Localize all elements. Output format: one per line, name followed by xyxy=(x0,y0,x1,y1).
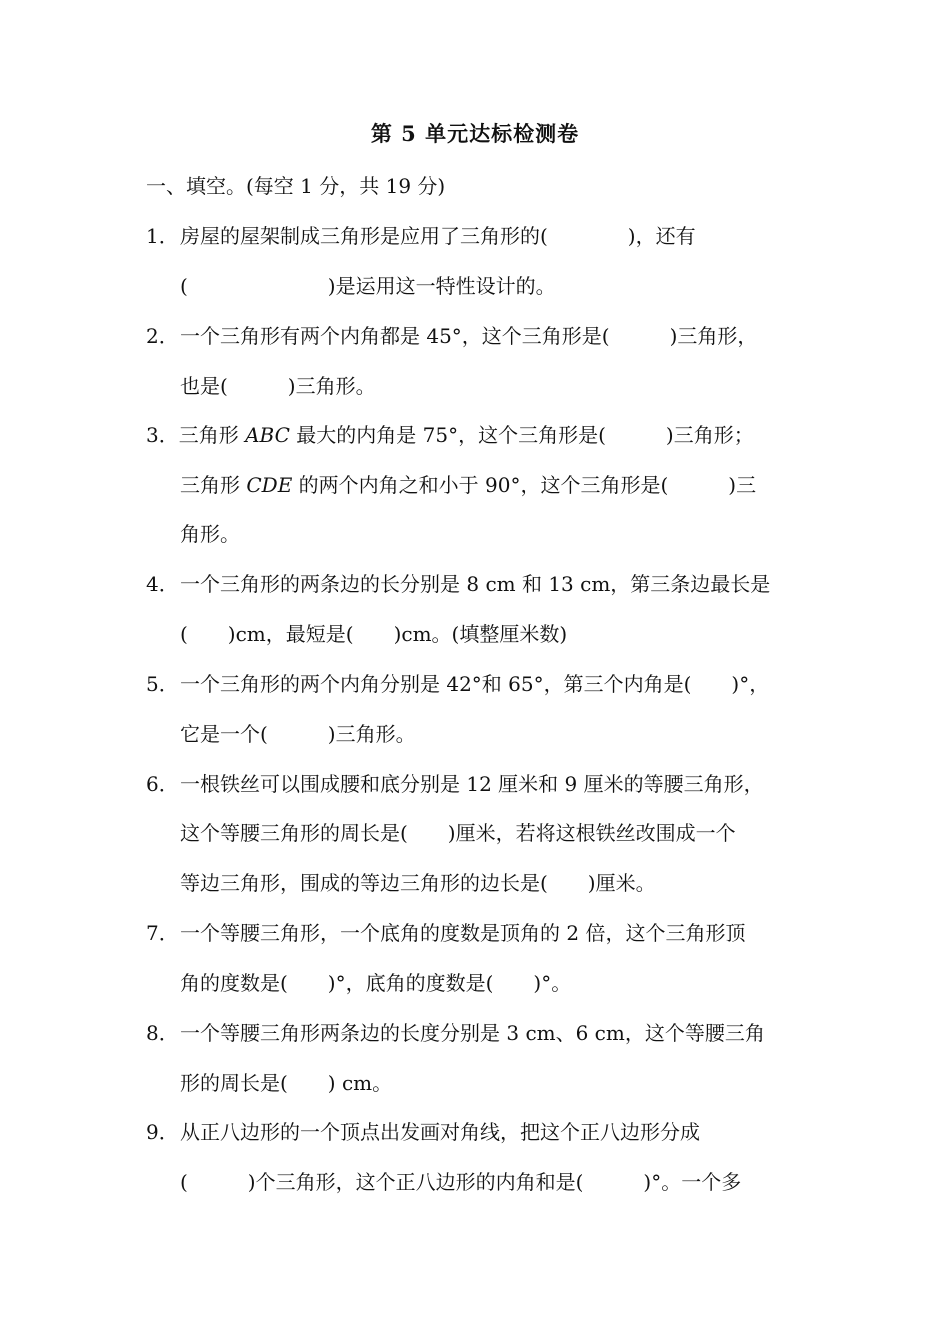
question-1-line-2: ( )是运用这一特性设计的。 xyxy=(180,274,556,298)
question-7-line-2: 角的度数是( )°，底角的度数是( )°。 xyxy=(180,971,572,995)
question-text: 一个三角形有两个内角都是 45°，这个三角形是( )三角形， xyxy=(180,324,758,348)
question-8-line-1 xyxy=(146,1018,765,1048)
question-3-line-3: 角形。 xyxy=(180,522,240,546)
question-8-line-2: 形的周长是( ) cm。 xyxy=(180,1071,393,1095)
question-text: 从正八边形的一个顶点出发画对角线，把这个正八边形分成 xyxy=(180,1120,700,1144)
question-3-line-2: 三角形 CDE 的两个内角之和小于 90°，这个三角形是( )三 xyxy=(180,473,757,497)
question-number: 5． xyxy=(146,672,179,696)
question-6-line-1 xyxy=(146,769,764,799)
question-1-line-1 xyxy=(146,221,696,251)
question-9-line-2: ( )个三角形，这个正八边形的内角和是( )°。一个多 xyxy=(180,1170,742,1194)
question-text: 一个三角形的两个内角分别是 42°和 65°，第三个内角是( )°， xyxy=(180,672,770,696)
question-5-line-1 xyxy=(146,669,769,699)
triangle-name: CDE xyxy=(246,473,293,497)
question-7-line-1 xyxy=(146,918,745,948)
question-5-line-2: 它是一个( )三角形。 xyxy=(180,722,416,746)
question-text: 一根铁丝可以围成腰和底分别是 12 厘米和 9 厘米的等腰三角形， xyxy=(180,772,764,796)
question-number: 6． xyxy=(146,772,179,796)
question-text: 一个三角形的两条边的长分别是 8 cm 和 13 cm，第三条边最长是 xyxy=(180,572,771,596)
question-number: 4． xyxy=(146,572,179,596)
question-3-line-1: 3．三角形 ABC 最大的内角是 75°，这个三角形是( )三角形； xyxy=(146,423,754,447)
question-2-line-1 xyxy=(146,321,757,351)
question-text: 一个等腰三角形两条边的长度分别是 3 cm、6 cm，这个等腰三角 xyxy=(180,1021,765,1045)
question-text: 房屋的屋架制成三角形是应用了三角形的( )，还有 xyxy=(180,224,696,248)
question-4-line-2: ( )cm，最短是( )cm。(填整厘米数) xyxy=(180,622,568,646)
question-text: 一个等腰三角形，一个底角的度数是顶角的 2 倍，这个三角形顶 xyxy=(180,921,746,945)
question-number: 8． xyxy=(146,1021,179,1045)
question-number: 1． xyxy=(146,224,179,248)
triangle-name: ABC xyxy=(245,423,290,447)
exam-title: 第 5 单元达标检测卷 xyxy=(370,121,580,146)
question-number: 2． xyxy=(146,324,179,348)
question-number: 9． xyxy=(146,1120,179,1144)
question-number: 7． xyxy=(146,921,179,945)
question-6-line-2: 这个等腰三角形的周长是( )厘米，若将这根铁丝改围成一个 xyxy=(180,821,736,845)
question-6-line-3: 等边三角形，围成的等边三角形的边长是( )厘米。 xyxy=(180,871,656,895)
question-2-line-2: 也是( )三角形。 xyxy=(180,374,376,398)
question-9-line-1 xyxy=(146,1117,700,1147)
question-4-line-1 xyxy=(146,569,770,599)
section-heading: 一、填空。(每空 1 分，共 19 分) xyxy=(146,174,446,198)
